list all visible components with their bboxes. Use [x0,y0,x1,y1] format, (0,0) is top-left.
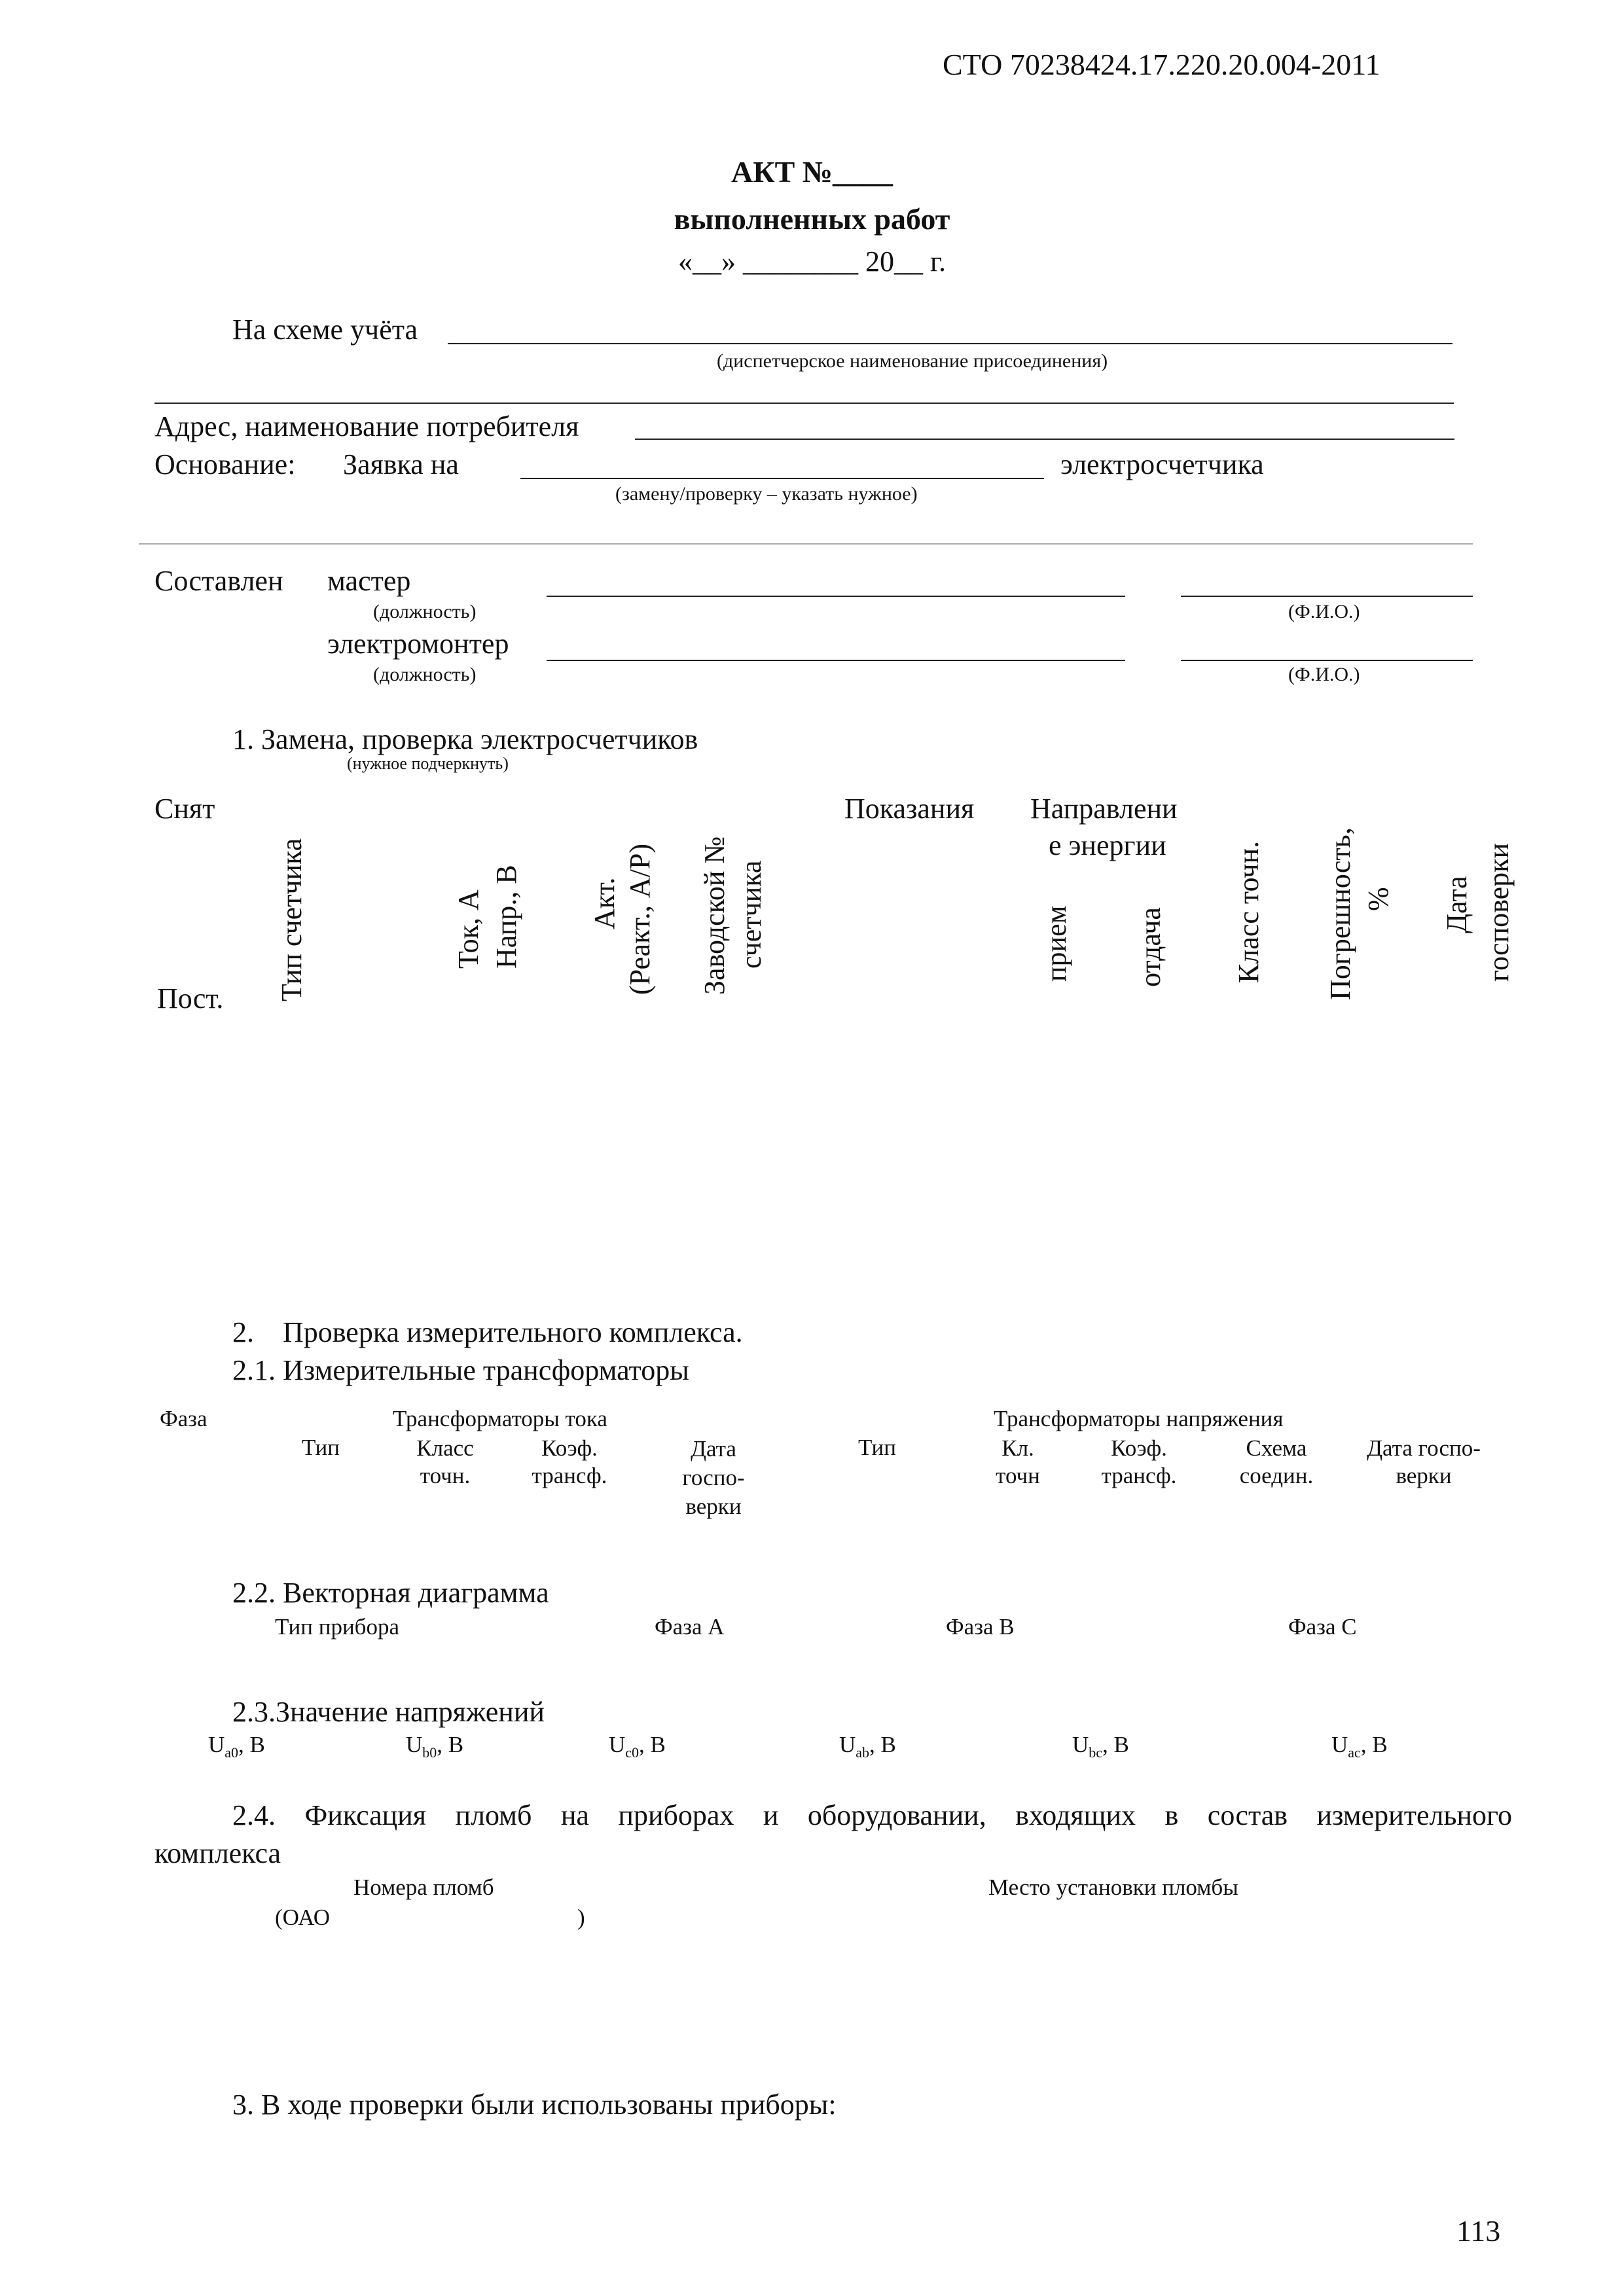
act-title: АКТ №____ [731,155,893,188]
meter-word: электросчетчика [1060,448,1264,480]
page-number: 113 [1456,2214,1501,2248]
vt-header: Трансформаторы напряжения [994,1406,1284,1431]
vt-col-accuracy: Кл. точн [996,1435,1040,1488]
electrician-position-hint: (должность) [373,664,477,685]
address-label: Адрес, наименование потребителя [154,410,579,442]
ct-col-ratio: Коэф. трансф. [532,1435,607,1488]
seal-numbers-header: Номера пломб [353,1874,494,1900]
col-date: Дата [1441,876,1473,933]
col-readings: Показания [844,793,975,825]
col-error-unit: % [1362,887,1394,911]
section2-1-title: 2.1. Измерительные трансформаторы [232,1354,689,1386]
vt-col-ratio: Коэф. трансф. [1101,1435,1177,1488]
voltage-ubc: $U_{bc}$, В [1072,1732,1129,1761]
vt-col-date: Дата госпо- верки [1367,1435,1481,1488]
voltage-ua0: $U_{a0}$, В [208,1732,265,1761]
seal-place-header: Место установки пломбы [988,1874,1238,1900]
vt-col-type: Тип [858,1435,896,1460]
voltage-uc0: $U_{c0}$, В [609,1732,666,1761]
scheme-hint: (диспетчерское наименование присоединения) [717,350,1108,372]
ct-col-type: Тип [302,1435,340,1460]
master-position-line[interactable] [547,596,1125,597]
electrician-position-line[interactable] [547,660,1125,661]
ct-col-date: Дата госпо- верки [682,1436,745,1519]
row-installed-label: Пост. [157,982,224,1014]
col-serial-number: Заводской № [698,836,731,995]
col-date-verification: госповерки [1483,842,1515,982]
row-removed-label: Снят [154,793,215,825]
scheme-continuation-line[interactable] [154,403,1454,404]
section1-hint: (нужное подчеркнуть) [347,754,509,773]
section2-title: 2. Проверка измерительного комплекса. [232,1316,743,1348]
vector-col-phase-b: Фаза В [946,1614,1015,1640]
section2-4-title-cont: комплекса [154,1837,281,1869]
col-receive: прием [1040,905,1072,982]
col-accuracy: Класс точн. [1233,840,1265,983]
request-hint: (замену/проверку – указать нужное) [615,483,918,505]
ct-header: Трансформаторы тока [393,1406,607,1431]
section2-4-title: 2.4. Фиксация пломб на приборах и оборудовании, входящих в состав измерительного [232,1799,1512,1831]
master-position-hint: (должность) [373,601,477,622]
electrician-fio-hint: (Ф.И.О.) [1288,664,1360,685]
act-date: «__» ________ 20__ г. [677,245,947,278]
vector-col-phase-c: Фаза С [1288,1614,1357,1640]
request-input-line[interactable] [520,478,1044,479]
voltage-ub0: $U_{b0}$, В [406,1732,464,1761]
col-direction-1: Направлени [1030,793,1178,825]
col-send: отдача [1134,907,1166,987]
master-label: мастер [327,565,411,597]
electrician-label: электромонтер [327,628,509,660]
vector-col-phase-a: Фаза А [655,1614,725,1640]
col-direction-2: е энергии [1049,829,1166,861]
section1-title: 1. Замена, проверка электросчетчиков [232,723,698,755]
electrician-fio-line[interactable] [1181,660,1473,661]
col-meter-type: Тип счетчика [276,838,308,1001]
vt-col-scheme: Схема соедин. [1239,1435,1314,1488]
scheme-input-line[interactable] [448,343,1453,344]
col-act-reactive: (Реакт., А/Р) [624,844,656,995]
voltage-uac: $U_{ac}$, В [1331,1732,1388,1761]
section-divider [139,543,1473,545]
vector-col-device: Тип прибора [275,1614,400,1640]
col-voltage: Напр., В [490,865,522,969]
section2-2-title: 2.2. Векторная диаграмма [232,1577,549,1609]
document-code: СТО 70238424.17.220.20.004-2011 [943,48,1380,81]
master-fio-line[interactable] [1181,596,1473,597]
address-input-line[interactable] [635,439,1454,440]
col-act-type: Акт. [588,877,621,929]
seal-org-open: (ОАО [275,1905,330,1930]
act-subtitle: выполненных работ [674,202,950,236]
scheme-label: На схеме учёта [232,314,418,346]
phase-header: Фаза [160,1406,208,1431]
col-error: Погрешность, [1324,827,1356,1000]
seal-org-close: ) [577,1905,585,1930]
section3-title: 3. В ходе проверки были использованы приборы: [232,2089,837,2121]
composed-label: Составлен [154,565,283,597]
ct-col-accuracy: Класс точн. [416,1435,474,1488]
request-label: Заявка на [343,448,459,480]
col-serial-meter: счетчика [735,860,767,969]
col-current: Ток, А [452,889,484,969]
section2-3-title: 2.3.Значение напряжений [232,1696,545,1728]
basis-label: Основание: [154,448,296,480]
voltage-uab: $U_{ab}$, В [839,1732,896,1761]
master-fio-hint: (Ф.И.О.) [1288,601,1360,622]
